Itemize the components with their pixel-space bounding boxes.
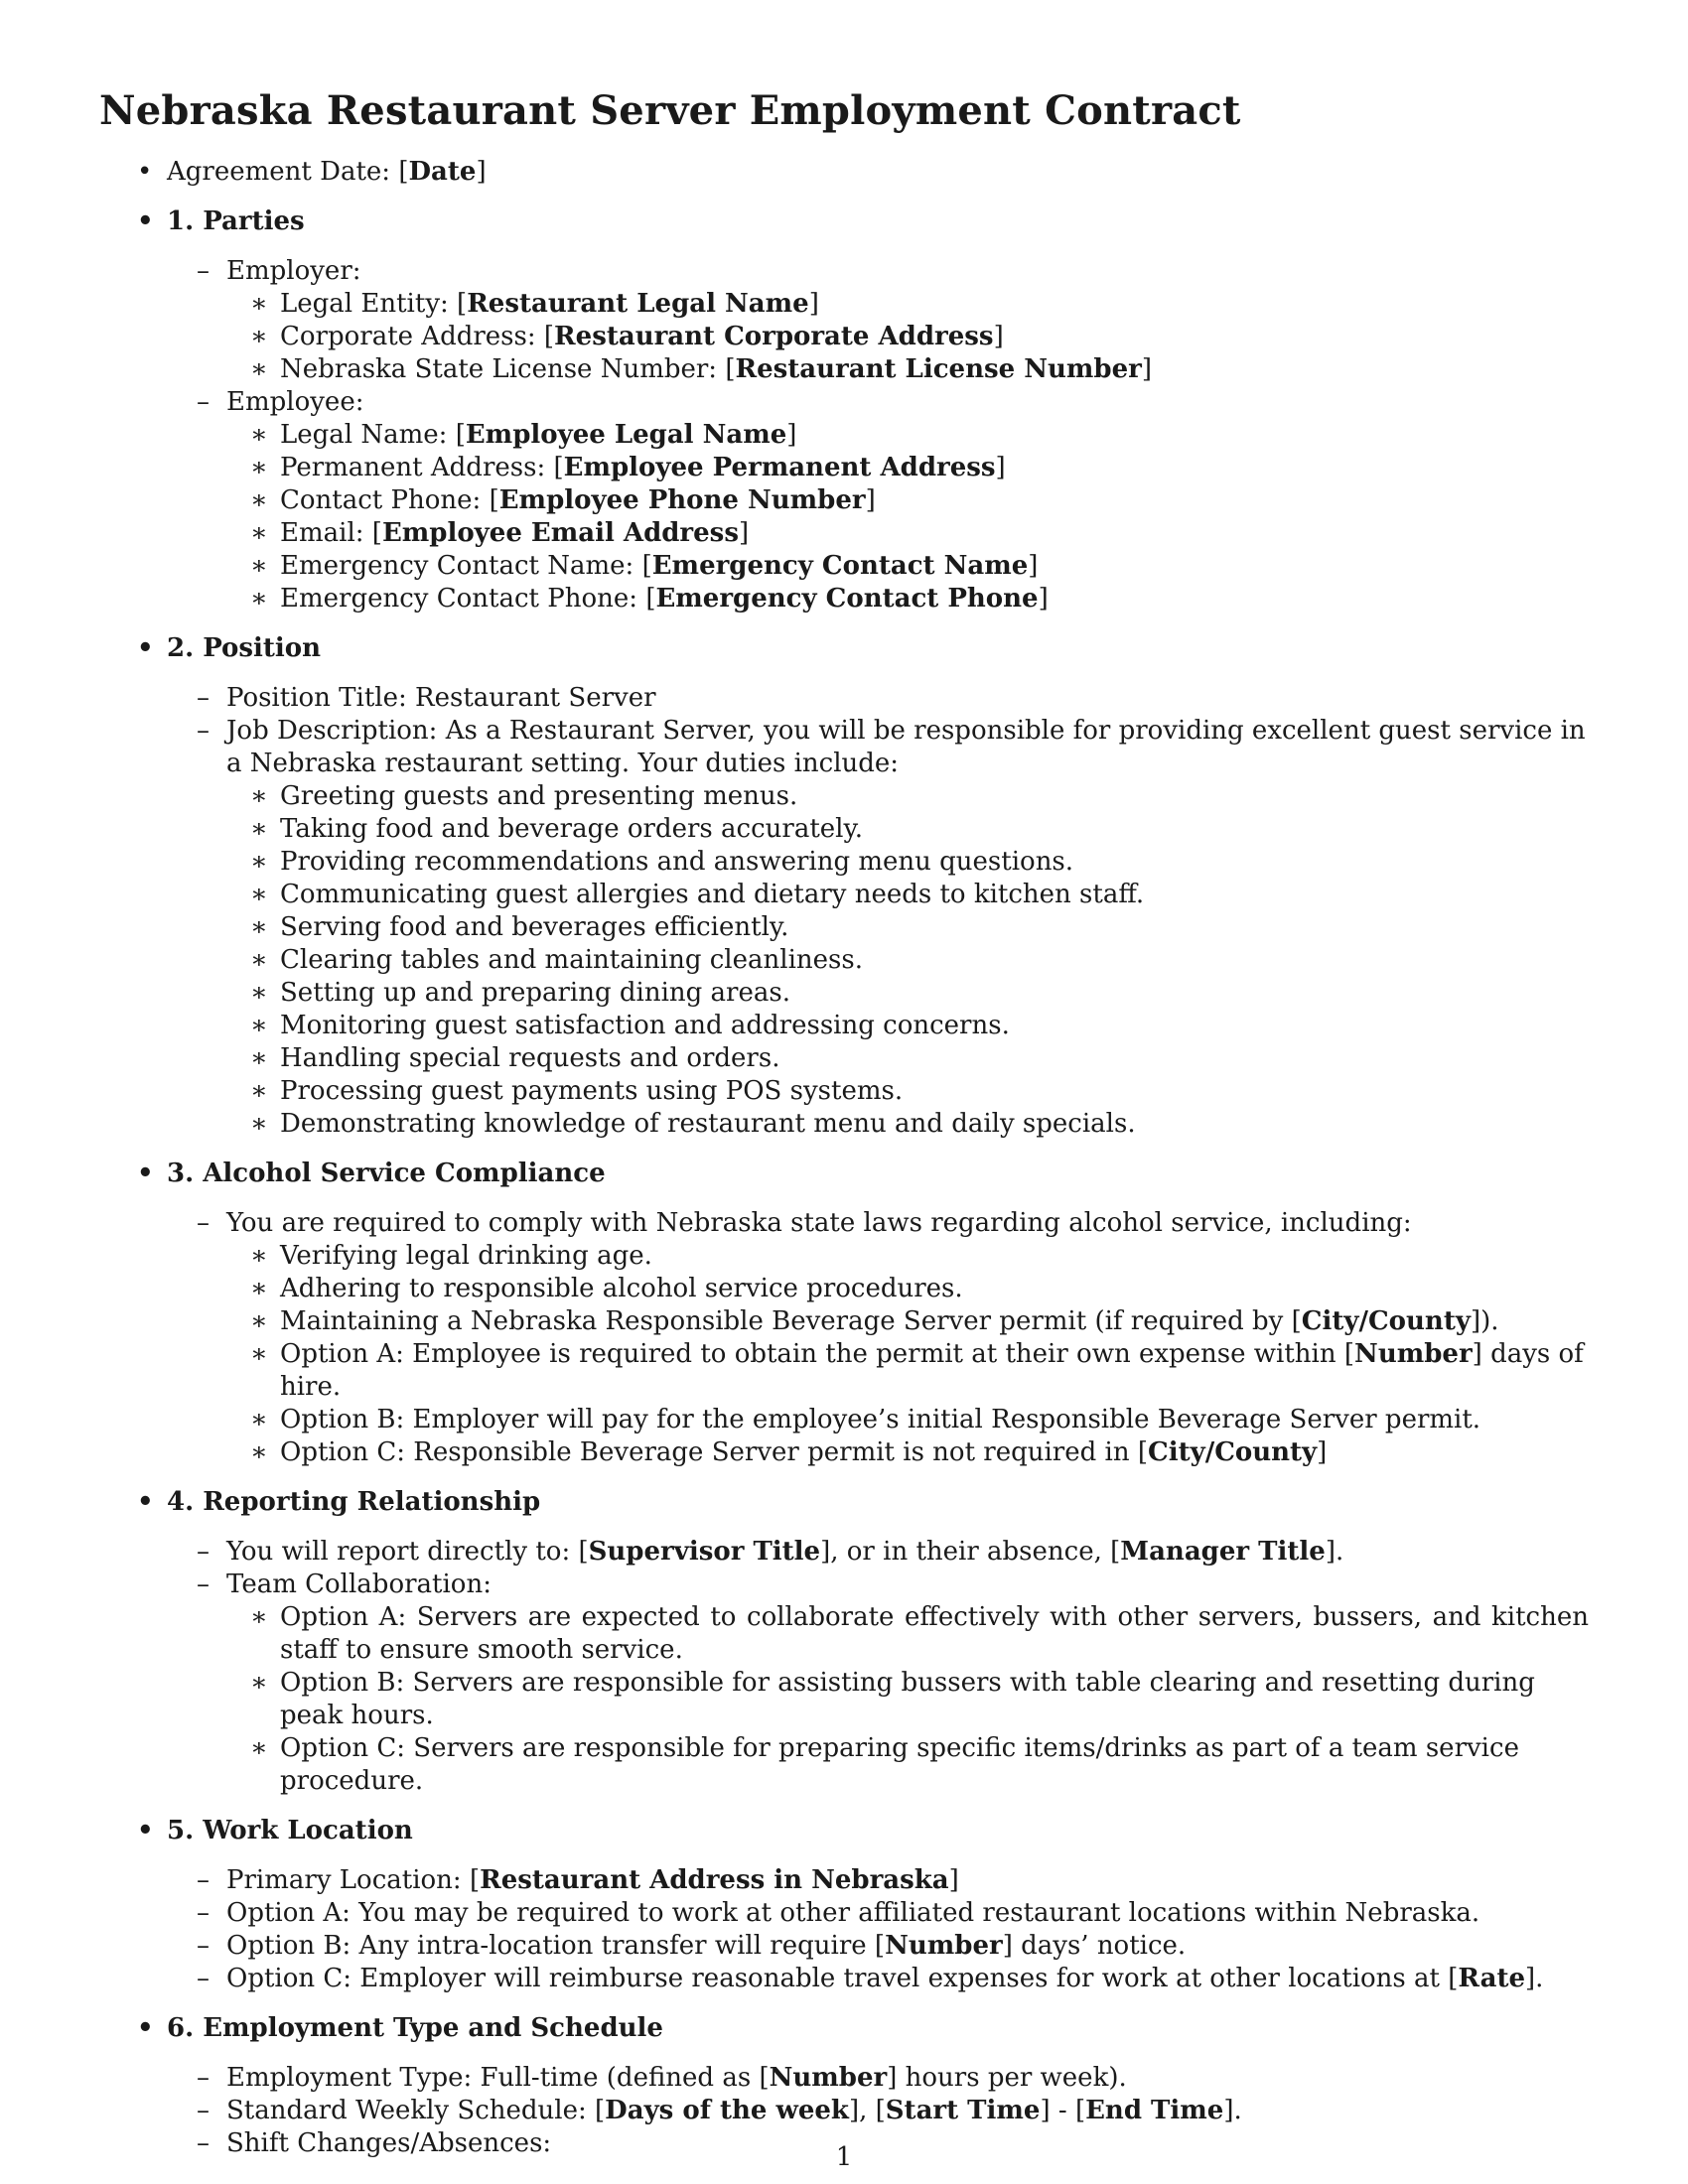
employer-label: – Employer:	[99, 255, 1589, 288]
section-heading-schedule: • 6. Employment Type and Schedule	[99, 2012, 1589, 2045]
list-item: ∗ Communicating guest allergies and dietary needs to kitchen staff.	[99, 879, 1589, 911]
list-item: ∗ Adhering to responsible alcohol service procedures.	[99, 1273, 1589, 1305]
list-item: ∗ Providing recommendations and answering menu questions.	[99, 846, 1589, 879]
list-item: ∗ Option C: Servers are responsible for preparing specific items/drinks as part of a team service procedure.	[99, 1732, 1589, 1798]
list-item: ∗ Emergency Contact Name: [Emergency Contact Name]	[99, 550, 1589, 583]
job-description: – Job Description: As a Restaurant Server, you will be responsible for providing excellent guest service in a Nebraska restaurant setting. Your duties include:	[99, 715, 1589, 780]
list-item: ∗ Emergency Contact Phone: [Emergency Contact Phone]	[99, 583, 1589, 615]
list-item: ∗ Processing guest payments using POS systems.	[99, 1075, 1589, 1108]
primary-location-line: – Primary Location: [Restaurant Address in Nebraska]	[99, 1864, 1589, 1897]
section-heading-parties: • 1. Parties	[99, 205, 1589, 238]
list-item: ∗ Setting up and preparing dining areas.	[99, 977, 1589, 1010]
agreement-date-line: • Agreement Date: [Date]	[99, 156, 1589, 189]
list-item: ∗ Demonstrating knowledge of restaurant menu and daily specials.	[99, 1108, 1589, 1141]
list-item: ∗ Nebraska State License Number: [Restaurant License Number]	[99, 353, 1589, 386]
shift-changes-label: – Shift Changes/Absences:	[99, 2127, 1589, 2160]
contract-page	[99, 87, 1589, 2160]
alcohol-intro: – You are required to comply with Nebraska state laws regarding alcohol service, including:	[99, 1207, 1589, 1240]
weekly-schedule-line: – Standard Weekly Schedule: [Days of the week], [Start Time] - [End Time].	[99, 2095, 1589, 2127]
employee-label: – Employee:	[99, 386, 1589, 419]
list-item: – Option A: You may be required to work at other affiliated restaurant locations within Nebraska.	[99, 1897, 1589, 1930]
list-item: ∗ Monitoring guest satisfaction and addressing concerns.	[99, 1010, 1589, 1042]
page-number: 1	[835, 2142, 853, 2172]
section-heading-reporting: • 4. Reporting Relationship	[99, 1486, 1589, 1519]
list-item: ∗ Permanent Address: [Employee Permanent Address]	[99, 452, 1589, 484]
list-item: ∗ Taking food and beverage orders accurately.	[99, 813, 1589, 846]
section-heading-position: • 2. Position	[99, 632, 1589, 665]
list-item: ∗ Option B: Servers are responsible for assisting bussers with table clearing and resetting during peak hours.	[99, 1667, 1589, 1732]
list-item: ∗ Option A: Servers are expected to collaborate effectively with other servers, bussers, and kitchen staff to ensure smooth service.	[99, 1601, 1589, 1667]
section-heading-location: • 5. Work Location	[99, 1815, 1589, 1847]
list-item: ∗ Email: [Employee Email Address]	[99, 517, 1589, 550]
list-item: ∗ Greeting guests and presenting menus.	[99, 780, 1589, 813]
list-item: ∗ Legal Name: [Employee Legal Name]	[99, 419, 1589, 452]
list-item: ∗ Option C: Responsible Beverage Server permit is not required in [City/County]	[99, 1436, 1589, 1469]
agreement-date-field: Date	[408, 157, 477, 187]
list-item: ∗ Option A: Employee is required to obtain the permit at their own expense within [Number] days of hire.	[99, 1338, 1589, 1404]
page-title: Nebraska Restaurant Server Employment Contract	[99, 87, 1241, 134]
list-item: ∗ Option B: Employer will pay for the employee’s initial Responsible Beverage Server permit.	[99, 1404, 1589, 1436]
employment-type-line: – Employment Type: Full-time (defined as [Number] hours per week).	[99, 2062, 1589, 2095]
list-item: ∗ Legal Entity: [Restaurant Legal Name]	[99, 288, 1589, 321]
list-item: ∗ Corporate Address: [Restaurant Corporate Address]	[99, 321, 1589, 353]
list-item: – Option B: Any intra-location transfer will require [Number] days’ notice.	[99, 1930, 1589, 1963]
list-item: ∗ Maintaining a Nebraska Responsible Beverage Server permit (if required by [City/County]).	[99, 1305, 1589, 1338]
list-item: – Option C: Employer will reimburse reasonable travel expenses for work at other locations at [Rate].	[99, 1963, 1589, 1995]
report-to-line: – You will report directly to: [Supervisor Title], or in their absence, [Manager Title].	[99, 1536, 1589, 1569]
list-item: ∗ Verifying legal drinking age.	[99, 1240, 1589, 1273]
list-item: ∗ Clearing tables and maintaining cleanliness.	[99, 944, 1589, 977]
position-title-line: – Position Title: Restaurant Server	[99, 682, 1589, 715]
team-collaboration-label: – Team Collaboration:	[99, 1569, 1589, 1601]
list-item: ∗ Serving food and beverages efficiently.	[99, 911, 1589, 944]
section-heading-alcohol: • 3. Alcohol Service Compliance	[99, 1158, 1589, 1190]
list-item: ∗ Handling special requests and orders.	[99, 1042, 1589, 1075]
list-item: ∗ Contact Phone: [Employee Phone Number]	[99, 484, 1589, 517]
